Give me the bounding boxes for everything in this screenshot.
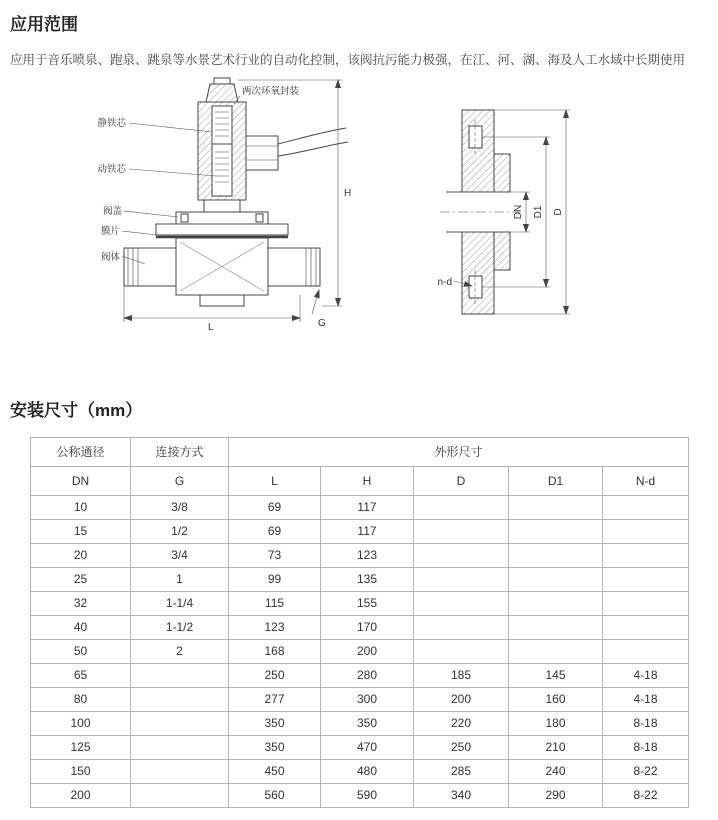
dim-label-n-d: n-d (437, 276, 452, 288)
group-header-connection-type: 连接方式 (131, 437, 229, 466)
table-group-header-row (31, 437, 689, 466)
dimension-table (30, 437, 689, 808)
group-header-overall-dimensions: 外形尺寸 (229, 437, 689, 466)
col-header-g: G (131, 466, 229, 495)
dim-label-G: G (318, 317, 326, 329)
table-row (31, 519, 689, 543)
table-cell: 340 (414, 783, 509, 807)
table-cell (509, 639, 603, 663)
table-cell: 300 (321, 687, 414, 711)
table-cell (131, 687, 229, 711)
col-header-d: D (414, 466, 509, 495)
table-cell: 20 (31, 543, 131, 567)
col-header-h: H (321, 466, 414, 495)
table-cell: 80 (31, 687, 131, 711)
table-cell: 168 (229, 639, 321, 663)
dim-label-D1: D1 (533, 205, 544, 219)
table-cell: 100 (31, 711, 131, 735)
table-cell: 117 (321, 495, 414, 519)
table-cell: 480 (321, 759, 414, 783)
label-moving-iron-core: 动铁芯 (97, 163, 126, 175)
table-cell: 250 (414, 735, 509, 759)
col-header-dn: DN (31, 466, 131, 495)
table-row (31, 543, 689, 567)
table-cell: 350 (229, 711, 321, 735)
table-cell: 99 (229, 567, 321, 591)
table-cell: 1/2 (131, 519, 229, 543)
spec-table-body (31, 495, 689, 807)
table-cell: 145 (509, 663, 603, 687)
table-cell: 135 (321, 567, 414, 591)
table-cell (131, 663, 229, 687)
table-cell: 1-1/2 (131, 615, 229, 639)
col-header-l: L (229, 466, 321, 495)
dim-label-D: D (553, 208, 564, 216)
table-row (31, 687, 689, 711)
table-cell: 65 (31, 663, 131, 687)
table-cell (509, 591, 603, 615)
table-cell: 25 (31, 567, 131, 591)
section-title-installation-dimensions: 安装尺寸（mm） (10, 400, 143, 420)
table-row (31, 567, 689, 591)
table-cell (131, 759, 229, 783)
col-header-n-d: N-d (603, 466, 689, 495)
table-cell: 277 (229, 687, 321, 711)
table-cell: 200 (414, 687, 509, 711)
solenoid-valve-section-view (124, 78, 348, 306)
table-cell (131, 735, 229, 759)
table-cell: 560 (229, 783, 321, 807)
table-cell: 15 (31, 519, 131, 543)
table-cell: 123 (229, 615, 321, 639)
table-cell: 200 (31, 783, 131, 807)
section-title-application-range: 应用范围 (10, 15, 78, 34)
table-cell: 470 (321, 735, 414, 759)
table-cell: 200 (321, 639, 414, 663)
table-cell (603, 639, 689, 663)
table-cell (603, 543, 689, 567)
table-cell (131, 783, 229, 807)
table-cell: 117 (321, 519, 414, 543)
table-cell (414, 519, 509, 543)
table-row (31, 759, 689, 783)
label-diaphragm: 膜片 (100, 225, 120, 237)
table-cell (414, 639, 509, 663)
table-cell (509, 567, 603, 591)
table-cell (509, 615, 603, 639)
table-cell: 10 (31, 495, 131, 519)
label-valve-body: 阀体 (100, 251, 120, 263)
table-cell: 8-18 (603, 711, 689, 735)
application-description: 应用于音乐喷泉、跑泉、跳泉等水景艺术行业的自动化控制，该阀抗污能力极强，在江、河、湖、海及人工水域中长期使用 (10, 53, 686, 67)
table-cell: 69 (229, 495, 321, 519)
valve-technical-drawing (10, 74, 718, 374)
table-cell: 450 (229, 759, 321, 783)
table-cell: 210 (509, 735, 603, 759)
table-cell: 170 (321, 615, 414, 639)
table-cell: 50 (31, 639, 131, 663)
table-cell (509, 495, 603, 519)
table-cell: 3/8 (131, 495, 229, 519)
table-cell (603, 519, 689, 543)
label-epoxy-encapsulation: 两次环氧封装 (242, 85, 300, 97)
table-cell: 240 (509, 759, 603, 783)
table-row (31, 711, 689, 735)
table-cell: 290 (509, 783, 603, 807)
table-row (31, 495, 689, 519)
table-row (31, 639, 689, 663)
table-row (31, 615, 689, 639)
table-row (31, 735, 689, 759)
table-cell: 125 (31, 735, 131, 759)
dim-label-L: L (208, 321, 214, 333)
table-column-header-row (31, 466, 689, 495)
table-cell: 32 (31, 591, 131, 615)
table-cell (414, 543, 509, 567)
table-cell: 350 (321, 711, 414, 735)
table-cell: 69 (229, 519, 321, 543)
table-cell (603, 495, 689, 519)
table-cell: 185 (414, 663, 509, 687)
table-cell: 8-18 (603, 735, 689, 759)
table-cell (509, 519, 603, 543)
table-cell (414, 591, 509, 615)
table-cell (414, 615, 509, 639)
table-cell: 1 (131, 567, 229, 591)
table-cell: 250 (229, 663, 321, 687)
label-valve-cover: 阀盖 (102, 205, 122, 217)
table-cell (131, 711, 229, 735)
valve-diagram-area (10, 74, 718, 374)
table-row (31, 783, 689, 807)
dim-label-H: H (344, 187, 352, 199)
table-cell: 4-18 (603, 687, 689, 711)
table-cell: 180 (509, 711, 603, 735)
table-cell: 2 (131, 639, 229, 663)
table-cell: 115 (229, 591, 321, 615)
table-cell: 123 (321, 543, 414, 567)
table-cell: 590 (321, 783, 414, 807)
dim-label-DN: DN (513, 204, 524, 219)
label-static-iron-core: 静铁芯 (97, 117, 126, 129)
group-header-nominal-diameter: 公称通径 (31, 437, 131, 466)
table-cell (509, 543, 603, 567)
table-row (31, 591, 689, 615)
table-row (31, 663, 689, 687)
table-cell: 280 (321, 663, 414, 687)
table-cell: 220 (414, 711, 509, 735)
table-cell: 160 (509, 687, 603, 711)
table-cell: 150 (31, 759, 131, 783)
table-cell (603, 591, 689, 615)
table-cell (603, 567, 689, 591)
table-cell: 8-22 (603, 759, 689, 783)
table-cell: 1-1/4 (131, 591, 229, 615)
table-cell: 350 (229, 735, 321, 759)
col-header-d1: D1 (509, 466, 603, 495)
table-cell (603, 615, 689, 639)
table-cell: 73 (229, 543, 321, 567)
table-cell: 40 (31, 615, 131, 639)
table-cell (414, 495, 509, 519)
flange-section-view (437, 110, 520, 314)
table-cell: 4-18 (603, 663, 689, 687)
table-cell: 3/4 (131, 543, 229, 567)
table-cell: 155 (321, 591, 414, 615)
table-cell (414, 567, 509, 591)
table-cell: 285 (414, 759, 509, 783)
table-cell: 8-22 (603, 783, 689, 807)
